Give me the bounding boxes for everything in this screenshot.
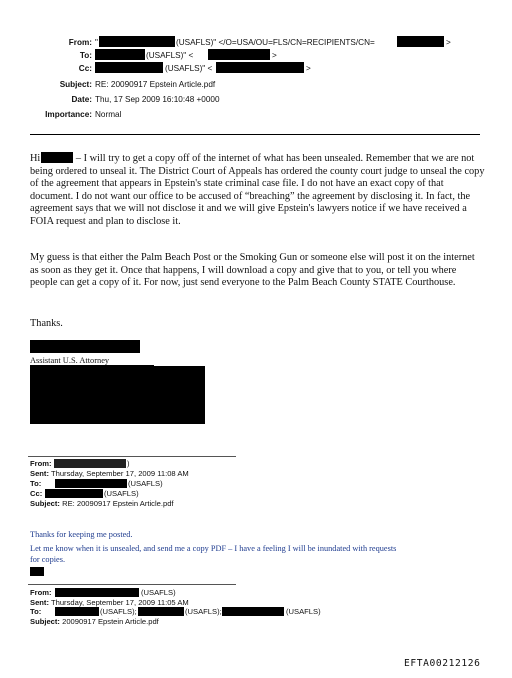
redaction <box>222 607 284 616</box>
redaction <box>216 62 304 73</box>
redaction <box>95 62 163 73</box>
redaction <box>55 607 99 616</box>
paragraph-1 <box>30 152 485 229</box>
email3-subject-value: 20090917 Epstein Article.pdf <box>62 617 159 626</box>
email2-line-1: Thanks for keeping me posted. <box>30 530 133 539</box>
cc-close: > <box>306 64 311 73</box>
thanks-line: Thanks. <box>30 318 63 329</box>
email2-to-value: (USAFLS) <box>128 479 163 488</box>
to-label: To: <box>79 51 92 60</box>
redaction <box>41 152 73 163</box>
to-close: > <box>272 51 277 60</box>
email2-from-tail: ) <box>127 459 130 468</box>
email2-from-label: From: <box>30 459 52 468</box>
from-label: From: <box>68 38 92 47</box>
redaction <box>95 49 145 60</box>
importance-label: Importance: <box>45 110 92 119</box>
email3-to-value-2: (USAFLS); <box>185 607 222 616</box>
cc-label: Cc: <box>78 64 92 73</box>
redaction <box>54 459 126 468</box>
redaction <box>208 49 270 60</box>
from-open-quote: " <box>95 38 98 47</box>
redaction <box>138 607 184 616</box>
subject-value: RE: 20090917 Epstein Article.pdf <box>95 80 216 89</box>
redaction <box>55 588 139 597</box>
email3-sent-value: Thursday, September 17, 2009 11:05 AM <box>50 598 189 607</box>
email2-line-3: for copies. <box>30 555 66 564</box>
email2-cc-value: (USAFLS) <box>104 489 139 498</box>
redaction <box>397 36 444 47</box>
email2-subject-label: Subject: <box>30 499 60 508</box>
redaction <box>30 366 205 424</box>
to-value: (USAFLS)" < <box>146 51 194 60</box>
email2-cc-label: Cc: <box>30 489 43 498</box>
email3-from-label: From: <box>30 588 52 597</box>
redaction <box>30 340 140 353</box>
signature-title: Assistant U.S. Attorney <box>30 356 110 365</box>
email3-sent-label: Sent: <box>30 598 49 607</box>
email2-line-2: Let me know when it is unsealed, and send me a copy PDF – I have a feeling I will be inundated with requests <box>30 544 397 553</box>
email3-to-value-3: (USAFLS) <box>286 607 321 616</box>
date-label: Date: <box>71 95 92 104</box>
paragraph-1-text: – I will try to get a copy off of the internet of what has been unsealed. Remember that we are not being ordered to unseal it. The District Court of Appeals has ordered the county court judge to unseal the copy of the agreement that appears in Epstein's state criminal case file. I do not have an exact copy of that document. I do not want our office to be accused of “breaching” the agreement by disclosing it. In fact, the agreement says that we will not disclose it and we will give Epstein's lawyers notice if we have received a FOIA request and plan to disclose it. <box>30 153 485 227</box>
email3-to-value-1: (USAFLS); <box>100 607 137 616</box>
subject-label: Subject: <box>59 80 92 89</box>
cc-value: (USAFLS)" < <box>165 64 213 73</box>
date-value: Thu, 17 Sep 2009 16:10:48 +0000 <box>95 95 220 104</box>
redaction <box>30 567 44 576</box>
quote-divider <box>28 584 236 585</box>
importance-value: Normal <box>95 110 122 119</box>
paragraph-2: My guess is that either the Palm Beach Post or the Smoking Gun or someone else will post it on the internet as soon as they get it. Once that happens, I will download a copy and give that to you, or tell you where people can get a copy of it. For now, just send everyone to the Palm Beach County STATE Courthouse. <box>30 252 475 289</box>
email2-to-label: To: <box>30 479 42 488</box>
redaction <box>99 36 175 47</box>
redaction <box>55 479 127 488</box>
header-divider <box>30 134 480 135</box>
from-close: > <box>446 38 451 47</box>
quote-divider <box>28 456 236 457</box>
greeting: Hi <box>30 153 41 164</box>
email3-to-label: To: <box>30 607 42 616</box>
email3-from-value: (USAFLS) <box>141 588 176 597</box>
email2-sent-label: Sent: <box>30 469 49 478</box>
email2-sent-value: Thursday, September 17, 2009 11:08 AM <box>50 469 189 478</box>
redaction <box>45 489 103 498</box>
email2-subject-value: RE: 20090917 Epstein Article.pdf <box>62 499 174 508</box>
email3-subject-label: Subject: <box>30 617 60 626</box>
bates-number: EFTA00212126 <box>404 658 481 669</box>
from-value: (USAFLS)" </O=USA/OU=FLS/CN=RECIPIENTS/CN= <box>176 38 375 47</box>
